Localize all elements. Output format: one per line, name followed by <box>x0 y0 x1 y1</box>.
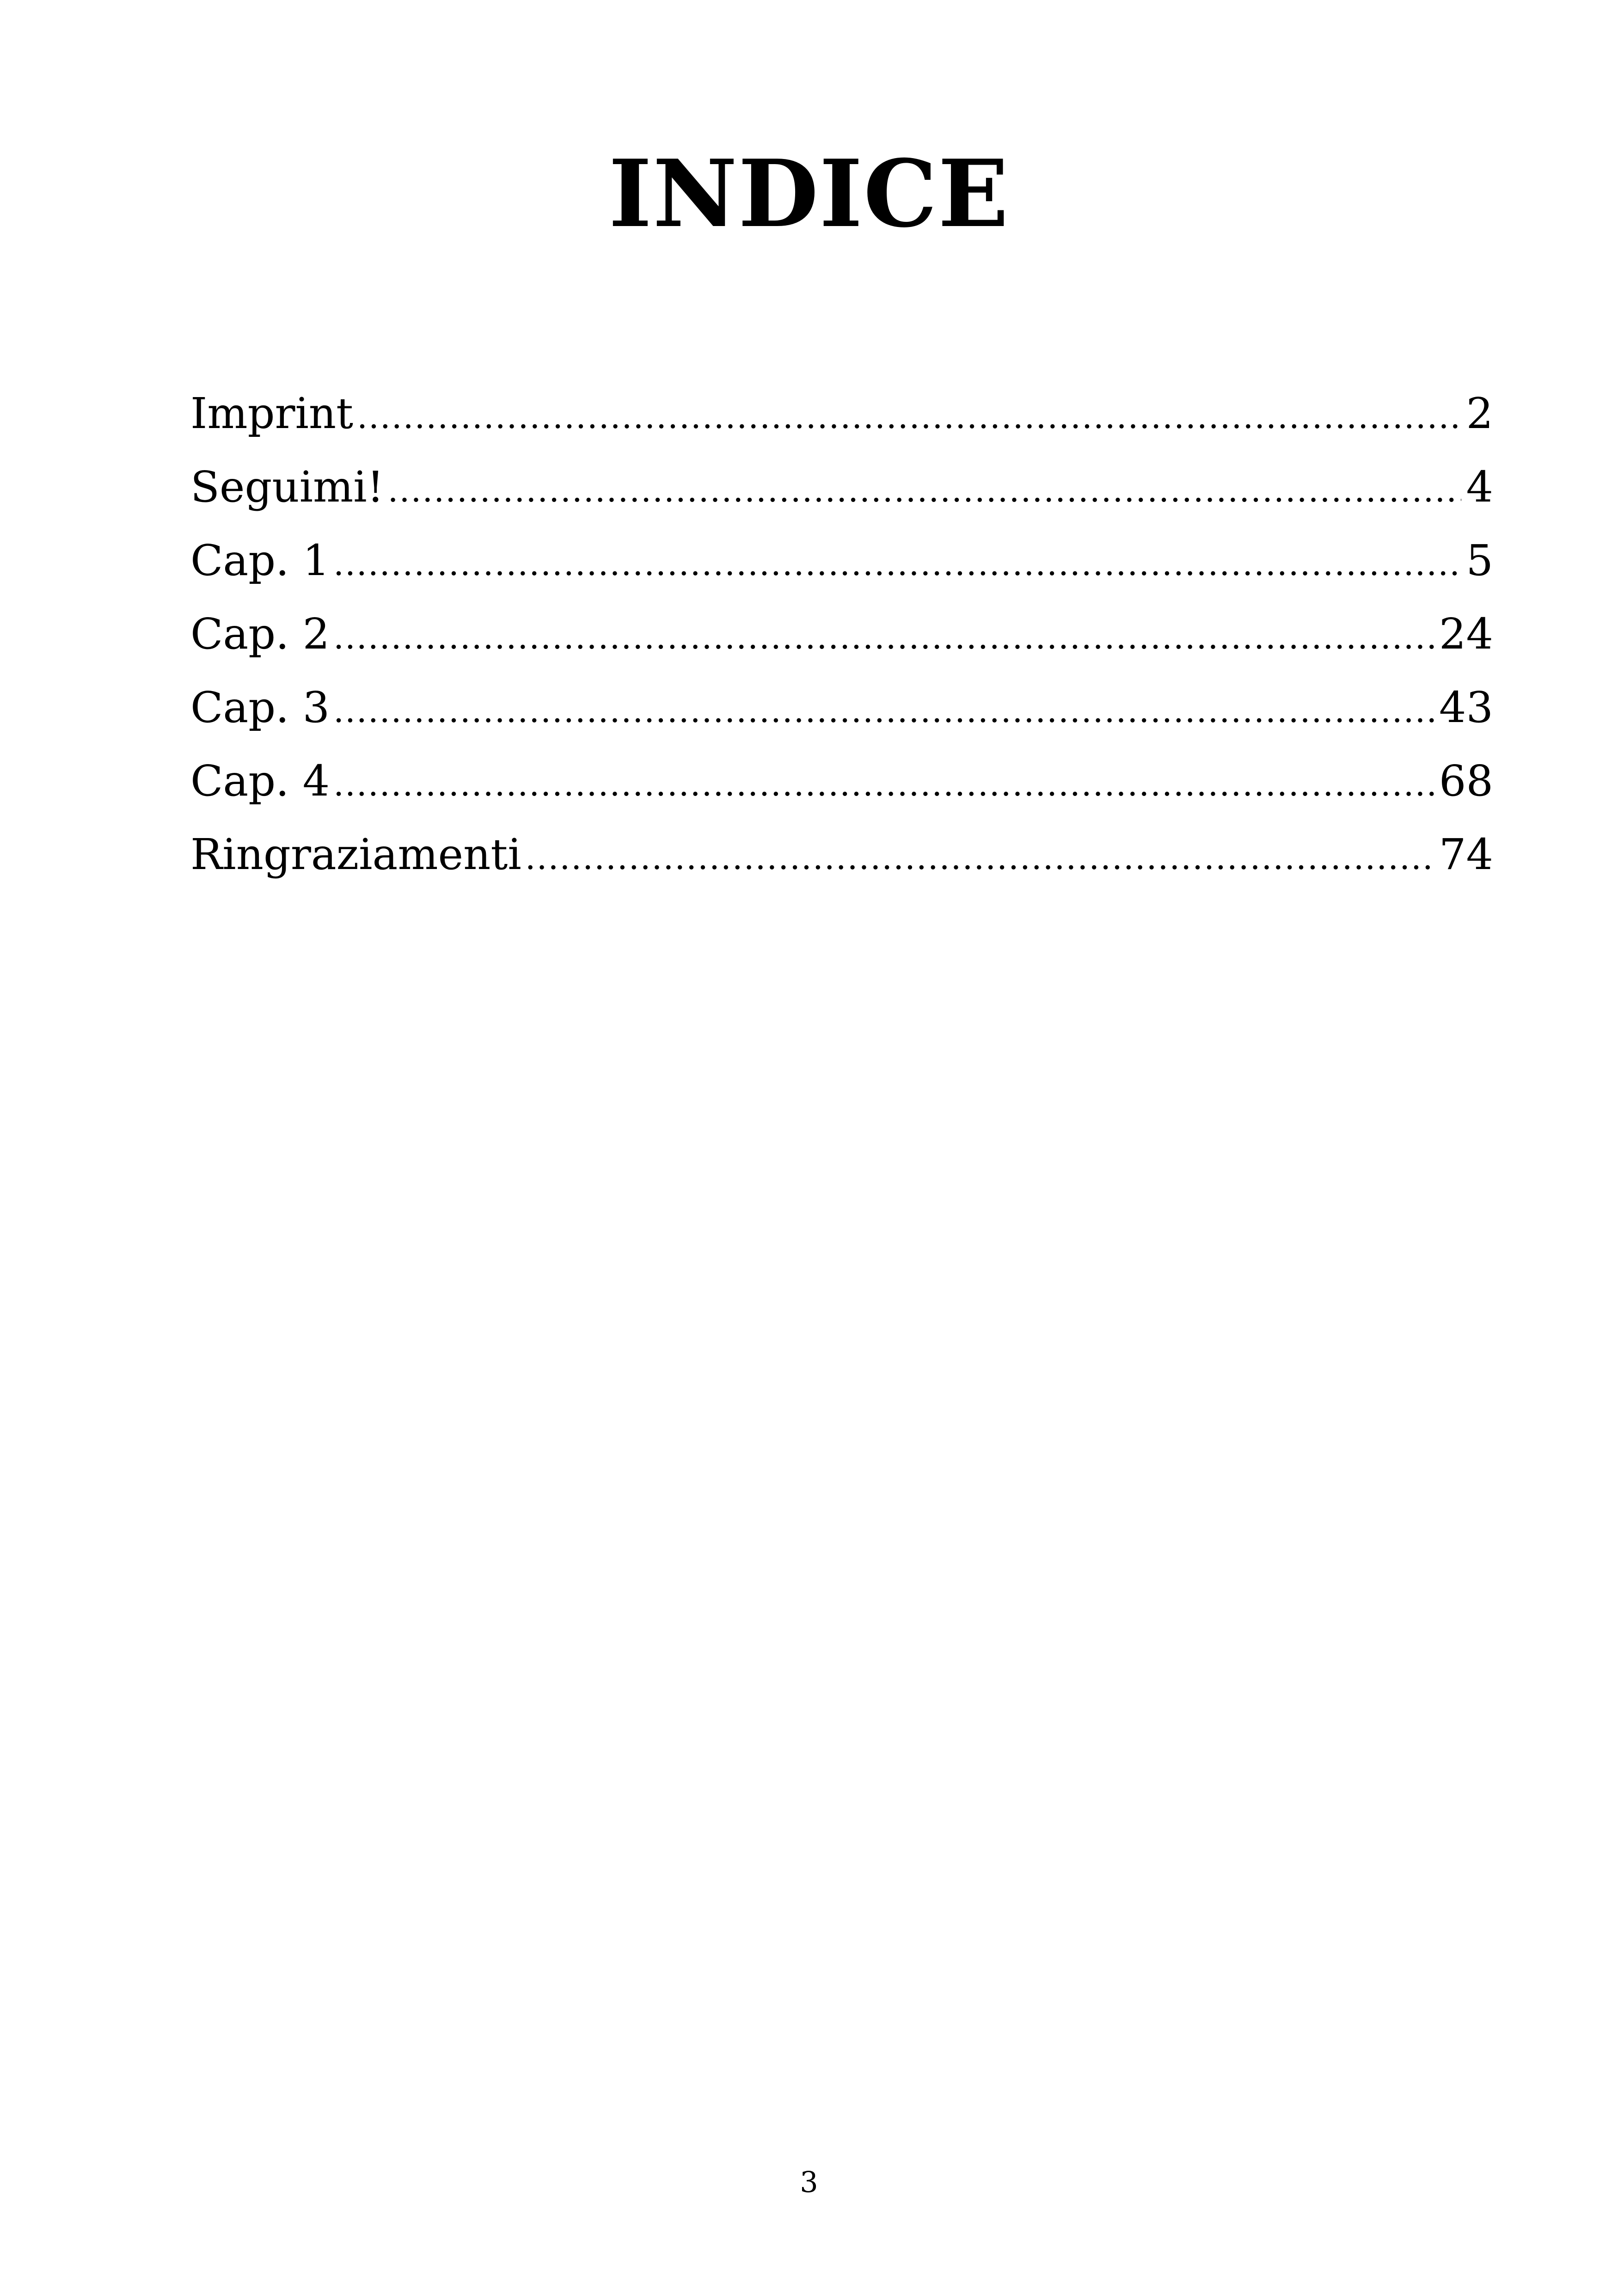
toc-dot-leader <box>388 453 1462 527</box>
toc-entry-title: Cap. 3 <box>190 683 330 732</box>
toc-entry-page: 74 <box>1439 830 1493 879</box>
toc-entry-cap-4[interactable] <box>190 744 1493 818</box>
toc-entry-cap-3[interactable] <box>190 671 1493 744</box>
toc-entry-ringraziamenti[interactable] <box>190 818 1493 891</box>
toc-entry-page: 68 <box>1439 756 1493 806</box>
toc-entry-title: Imprint <box>190 389 354 438</box>
toc-dot-leader <box>333 747 1434 821</box>
toc-entry-title: Cap. 1 <box>190 536 330 585</box>
toc-entry-title: Ringraziamenti <box>190 830 521 879</box>
toc-dot-leader <box>333 527 1461 600</box>
toc-entry-seguimi[interactable] <box>190 450 1493 524</box>
toc-entry-page: 2 <box>1466 389 1493 438</box>
toc-entry-page: 43 <box>1439 683 1493 732</box>
page-number: 3 <box>800 2165 818 2199</box>
page-title: INDICE <box>608 140 1010 248</box>
toc-dot-leader <box>525 821 1434 894</box>
toc-entry-page: 24 <box>1439 609 1493 659</box>
toc-entry-cap-2[interactable] <box>190 597 1493 671</box>
toc-dot-leader <box>333 600 1434 674</box>
toc-dot-leader <box>357 380 1461 453</box>
toc-entry-cap-1[interactable] <box>190 524 1493 597</box>
toc-dot-leader <box>333 674 1434 747</box>
toc-entry-title: Cap. 2 <box>190 609 330 659</box>
toc-entry-title: Cap. 4 <box>190 756 330 806</box>
toc-entry-title: Seguimi! <box>190 462 384 512</box>
toc-entry-page: 5 <box>1466 536 1493 585</box>
toc-entry-page: 4 <box>1466 462 1493 512</box>
table-of-contents <box>190 377 1493 891</box>
toc-entry-imprint[interactable] <box>190 377 1493 450</box>
